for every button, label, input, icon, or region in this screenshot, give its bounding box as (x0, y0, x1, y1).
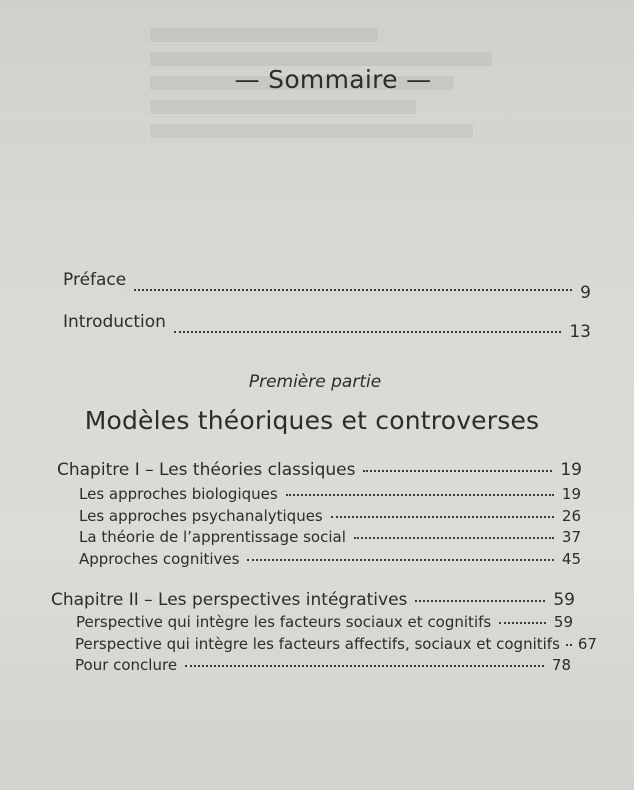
toc-entry-page: 45 (561, 550, 581, 568)
toc-entry-page: 59 (553, 613, 573, 631)
toc-entry-page: 37 (561, 528, 581, 546)
dot-leader (499, 622, 546, 624)
toc-entry-label: Les approches psychanalytiques (79, 507, 323, 525)
toc-entry-page: 19 (561, 485, 581, 503)
dot-leader (354, 537, 554, 539)
dot-leader (566, 644, 572, 646)
toc-entry-page: 26 (561, 507, 581, 525)
toc-entry-label: La théorie de l’apprentissage social (79, 528, 346, 546)
toc-entry-label: Préface (63, 270, 127, 290)
dot-leader (286, 494, 554, 496)
toc-entry-label: Chapitre I – Les théories classiques (57, 460, 356, 480)
dot-leader (331, 516, 554, 518)
toc-entry-preface (63, 270, 591, 303)
toc-entry-label: Perspective qui intègre les facteurs affectifs, sociaux et cognitifs (75, 635, 560, 653)
toc-section (76, 613, 573, 631)
toc-entry-label: Approches cognitives (79, 550, 240, 568)
part-title: Modèles théoriques et controverses (84, 406, 540, 435)
toc-chapter-2 (51, 590, 575, 610)
toc-entry-page: 59 (553, 590, 575, 610)
toc-entry-label: Introduction (63, 312, 166, 332)
toc-entry-label: Les approches biologiques (79, 485, 278, 503)
toc-entry-page: 13 (569, 322, 591, 342)
toc-entry-introduction (63, 312, 591, 342)
toc-entry-page: 67 (577, 635, 597, 653)
toc-entry-page: 19 (560, 460, 582, 480)
dot-leader (134, 289, 572, 291)
toc-entry-page: 78 (551, 656, 571, 674)
toc-entry-label: Perspective qui intègre les facteurs sociaux et cognitifs (76, 613, 492, 631)
dot-leader (174, 331, 561, 333)
page-title: — Sommaire — (234, 65, 432, 94)
part-label: Première partie (248, 372, 382, 392)
dot-leader (415, 600, 545, 602)
toc-section (79, 550, 581, 568)
dot-leader (247, 559, 553, 561)
toc-entry-label: Pour conclure (75, 656, 178, 674)
toc-chapter-1 (57, 460, 582, 480)
toc-section (75, 656, 571, 674)
toc-section (79, 528, 581, 546)
toc-entry-label: Chapitre II – Les perspectives intégratives (51, 590, 408, 610)
bleed-through-text (150, 18, 530, 248)
dot-leader (185, 665, 544, 667)
toc-entry-page: 9 (580, 283, 591, 303)
toc-section (79, 507, 581, 525)
toc-section (79, 485, 581, 503)
toc-section (75, 635, 597, 653)
dot-leader (363, 470, 552, 472)
